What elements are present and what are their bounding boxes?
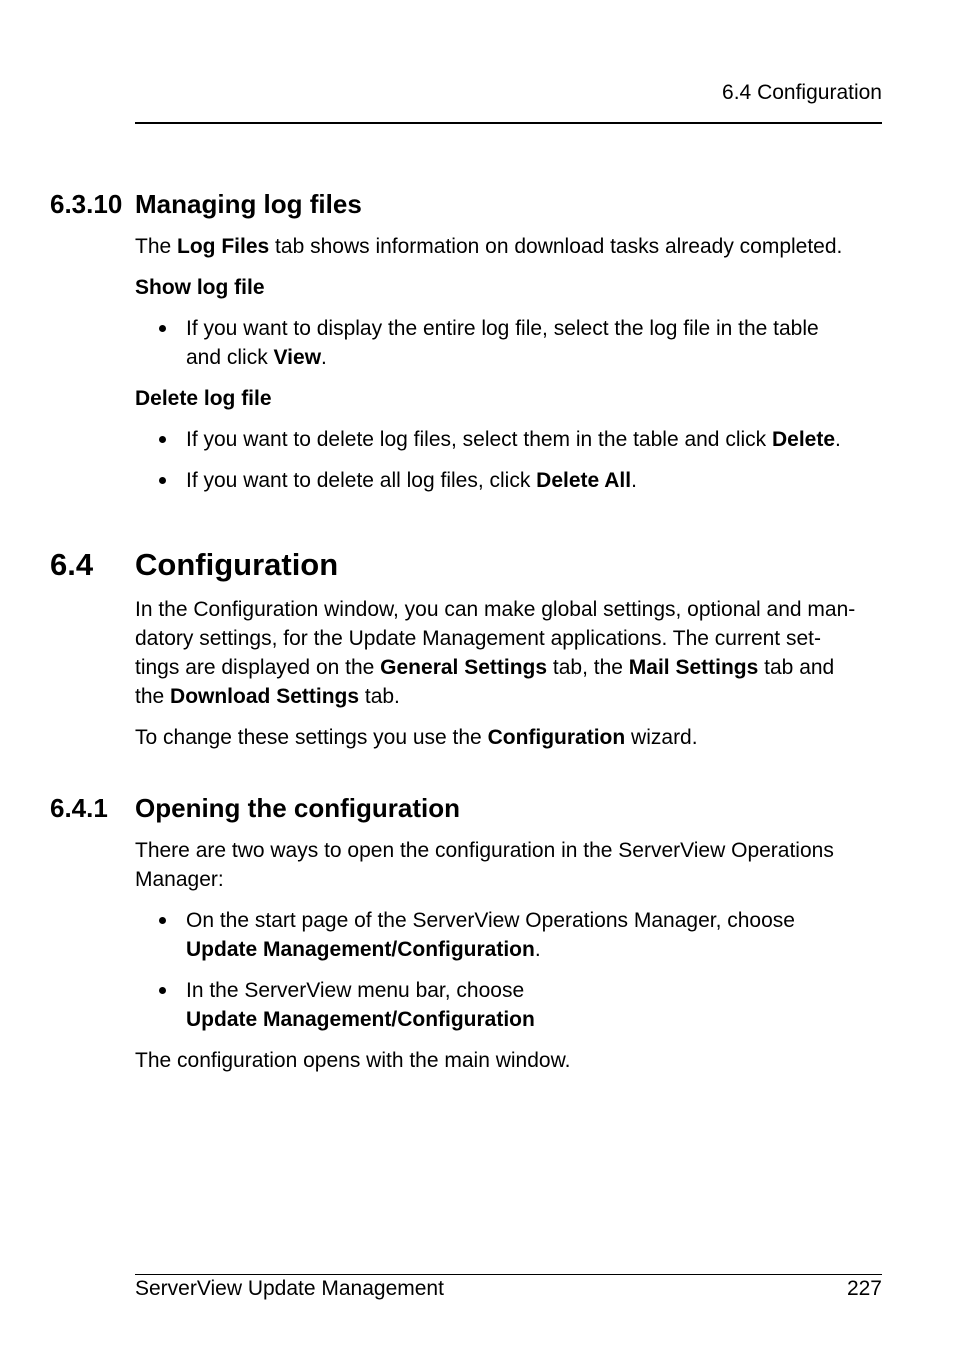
section-number: 6.4.1: [50, 793, 108, 823]
bullet-icon: [159, 325, 166, 332]
download-settings-term: Download Settings: [170, 685, 360, 708]
list-item-delete-all: If you want to delete all log files, click Delete All.: [186, 469, 637, 492]
bullet-icon: [159, 477, 166, 484]
header-rule: [135, 122, 882, 124]
view-term: View: [273, 346, 322, 369]
footer-page-number: 227: [846, 1277, 882, 1300]
opening-intro: There are two ways to open the configuration in the ServerView Operations Manager:: [135, 839, 834, 891]
menu-path-term: Update Management/Configuration: [186, 1008, 535, 1031]
menu-path-term: Update Management/Configuration: [186, 938, 535, 961]
list-item-delete-log: If you want to delete log files, select them in the table and click Delete.: [186, 428, 841, 451]
log-files-term: Log Files: [177, 235, 270, 258]
footer-doc-title: ServerView Update Management: [135, 1277, 444, 1300]
mail-settings-term: Mail Settings: [628, 656, 759, 679]
section-title: Managing log files: [135, 189, 362, 219]
section-heading-6-4: [50, 546, 338, 584]
opening-outro: The configuration opens with the main window.: [135, 1049, 571, 1072]
section-heading-6-4-1: [50, 792, 460, 824]
section-title: Configuration: [135, 547, 339, 582]
list-item-show-log: If you want to display the entire log file, select the log file in the table and click View.: [186, 317, 819, 369]
list-item-start-page: On the start page of the ServerView Operations Manager, choose Update Management/Configuration.: [186, 909, 795, 961]
configuration-term: Configuration: [487, 726, 626, 749]
running-header: 6.4 Configuration: [722, 81, 882, 104]
list-item-menu-bar: In the ServerView menu bar, choose Update Management/Configuration: [186, 979, 535, 1031]
section-number: 6.4: [50, 547, 94, 582]
section-number: 6.3.10: [50, 189, 123, 219]
delete-term: Delete: [772, 428, 836, 451]
configuration-intro: In the Configuration window, you can make global settings, optional and man- datory settings, for the Update Management applications. The current set- tings are displayed on the General Settings tab, the Mail Settings tab and the Download Settings tab.: [135, 598, 856, 708]
bullet-icon: [159, 987, 166, 994]
bullet-icon: [159, 436, 166, 443]
general-settings-term: General Settings: [380, 656, 548, 679]
footer-rule: [135, 1274, 882, 1275]
show-log-file-heading: Show log file: [135, 276, 265, 299]
configuration-wizard-note: To change these settings you use the Configuration wizard.: [135, 726, 698, 749]
section-heading-6-3-10: [50, 188, 362, 220]
bullet-icon: [159, 917, 166, 924]
log-files-intro: The Log Files tab shows information on download tasks already completed.: [135, 235, 843, 258]
delete-all-term: Delete All: [536, 469, 632, 492]
section-title: Opening the configuration: [135, 793, 460, 823]
delete-log-file-heading: Delete log file: [135, 387, 272, 410]
